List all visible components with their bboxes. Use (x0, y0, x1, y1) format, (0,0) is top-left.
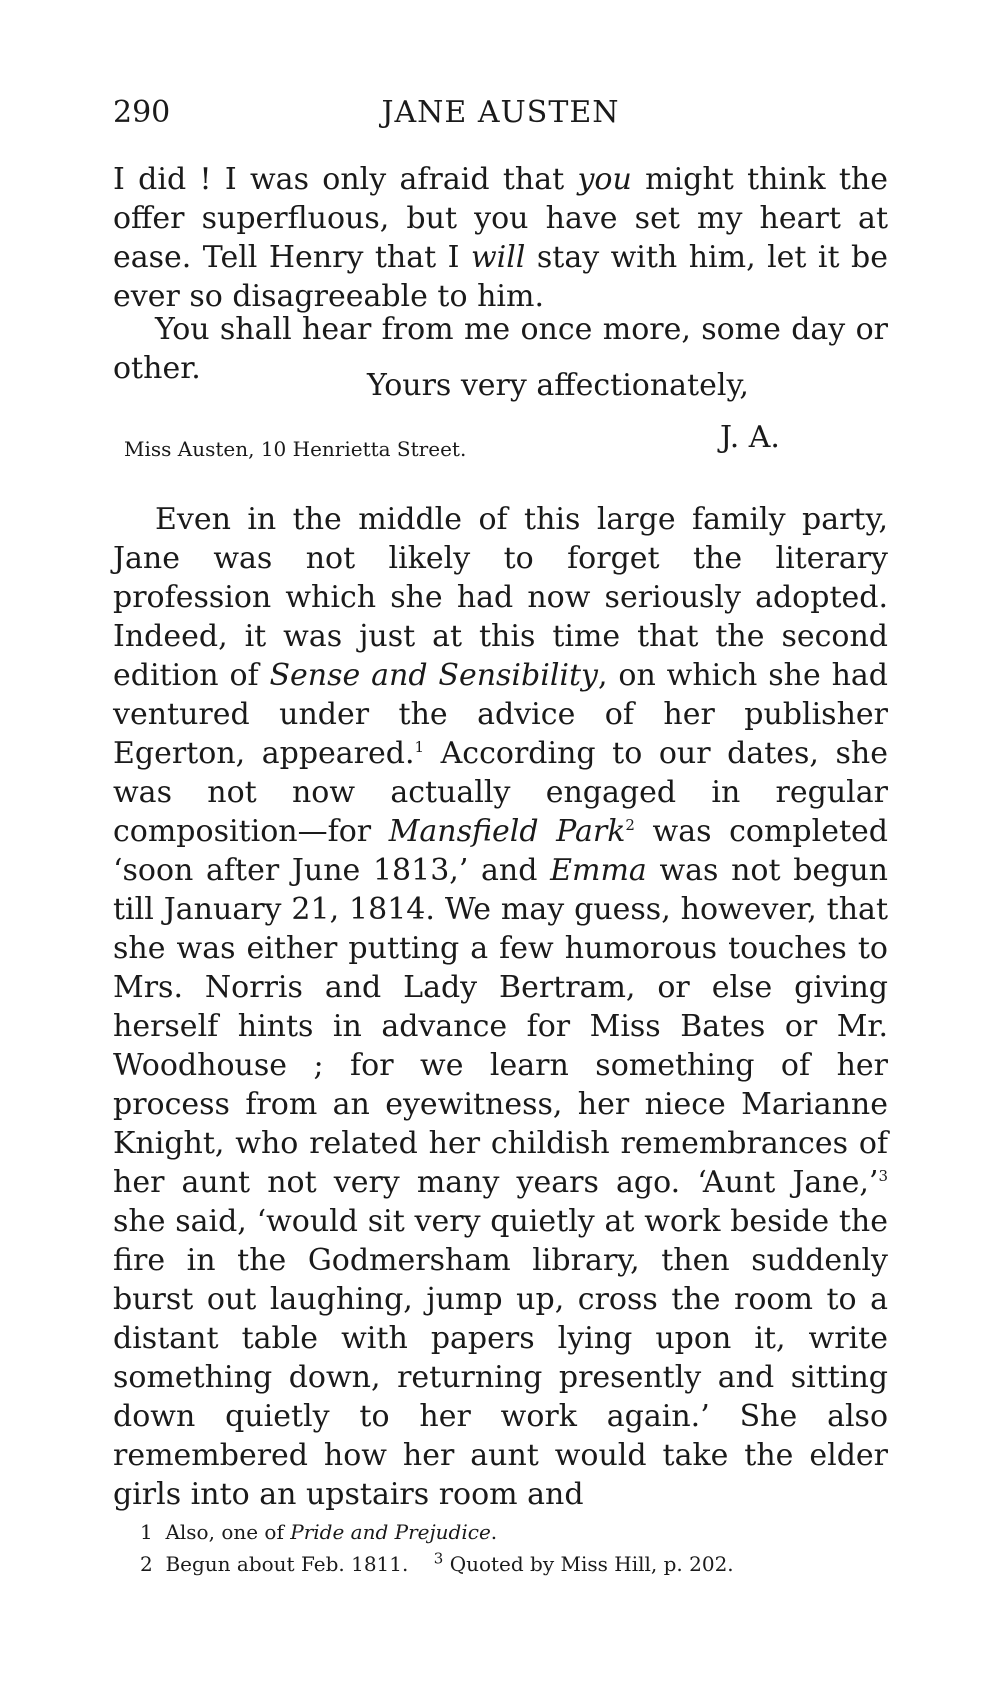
page-header (113, 95, 888, 145)
emphasis-you: you (577, 162, 632, 197)
footnote-3: $^3$ Quoted by Miss Hill, p. 202. (433, 1549, 734, 1576)
footnotes (140, 1516, 734, 1580)
letter-paragraph-1: I did ! I was only afraid that you might think the offer superfluous, but you have set my heart at ease. Tell Henry that I will stay with him, let it be ever so disagreeable to him. (113, 162, 888, 314)
letter-paragraph-2: You shall hear from me once more, some day or other. (113, 312, 888, 386)
footnote-ref-3: 3 (878, 1167, 888, 1185)
main-paragraph: Even in the middle of this large family party, Jane was not likely to forget the literary profession which she had now seriously adopted. Indeed, it was just at this time that the second edition of Sense and Sensibility, on which she had ventured under the advice of her publisher Egerton, appeared.$^1$ According to our dates, she was not now actually engaged in regular composition—for Mansfield Park$^2$ was completed ‘soon after June 1813,’ and Emma was not begun till January 21, 1814. We may guess, however, that she was either putting a few humorous touches to Mrs. Norris and Lady Bertram, or else giving herself hints in advance for Miss Bates or Mr. Woodhouse ; for we learn something of her process from an eyewitness, her niece Marianne Knight, who related her childish remembrances of her aunt not very many years ago. ‘Aunt Jane,’$^3$ she said, ‘would sit very quietly at work beside the fire in the Godmersham library, then suddenly burst out laughing, jump up, cross the room to a distant table with papers lying upon it, write something down, returning presently and sitting down quietly to her work again.’ She also remembered how her aunt would take the elder girls into an upstairs room and (113, 502, 889, 1512)
letter-address: Miss Austen, 10 Henrietta Street. (124, 437, 467, 461)
emphasis-will: will (470, 240, 526, 275)
title-sense-and-sensibility: Sense and Sensibility (269, 658, 599, 693)
footnote-2: 2 Begun about Feb. 1811. (140, 1552, 409, 1576)
footnote-ref-2: 2 (625, 816, 635, 834)
title-emma: Emma (550, 853, 647, 888)
footnote-ref-1: 1 (414, 738, 425, 756)
letter-closing: Yours very affectionately, (367, 368, 749, 403)
running-head: JANE AUSTEN (381, 95, 620, 130)
title-mansfield-park: Mansfield Park (388, 814, 626, 849)
page-number: 290 (113, 95, 171, 130)
footnote-2-3 (140, 1548, 734, 1580)
letter-signature: J. A. (720, 420, 780, 455)
footnote-1: 1 Also, one of Pride and Prejudice. (140, 1520, 498, 1544)
